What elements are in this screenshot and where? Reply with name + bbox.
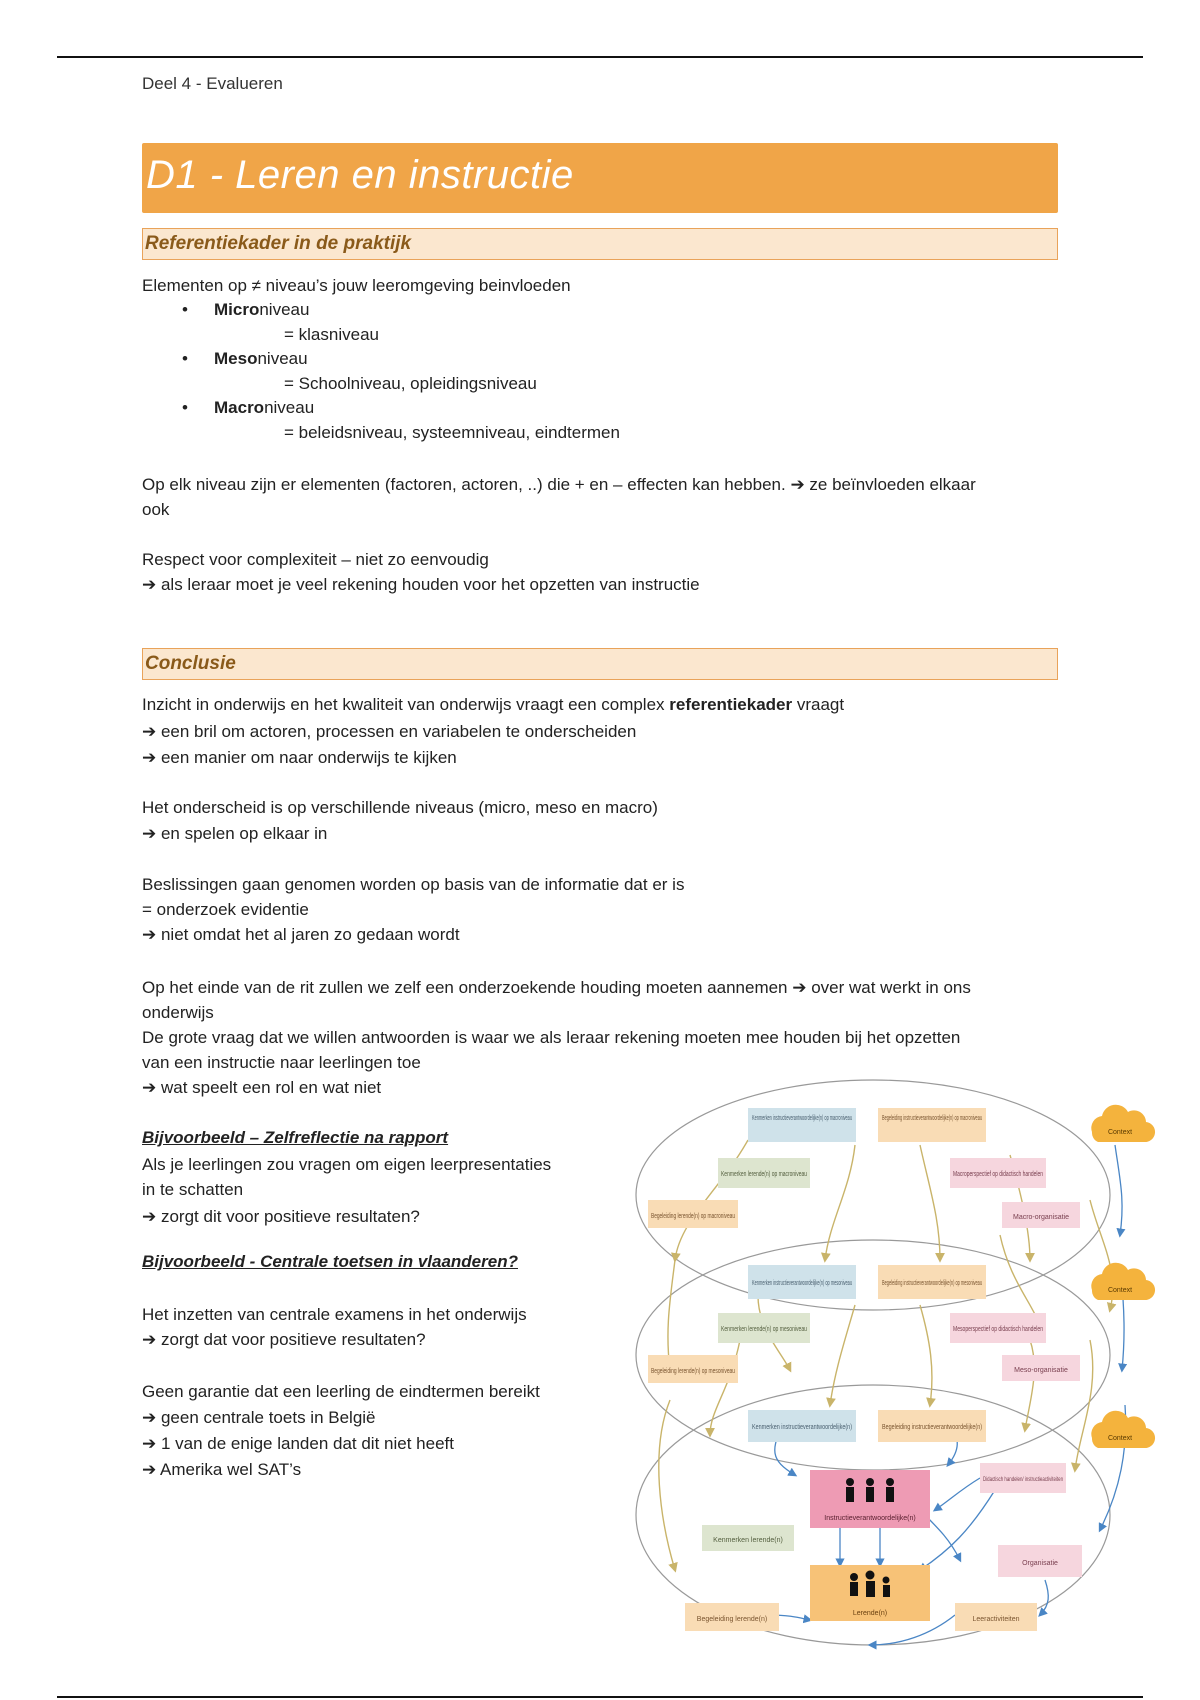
section-heading-conclusie [142,648,1058,680]
meso-organisatie-label: Meso-organisatie [1014,1367,1068,1374]
context-cloud [1091,1263,1155,1300]
connector-line [920,1490,995,1570]
macro-begeleiding-instr-label: Begeleiding instructieverantwoordelijke(n) op macroniveau [882,1115,983,1122]
example-paragraph [142,1152,551,1229]
micro-begeleiding-instr-label: Begeleiding instructieverantwoordelijke(n) [882,1424,982,1431]
conclusie-paragraph [142,872,684,947]
conclusie-paragraph [142,795,658,847]
page-header: Deel 4 - Evalueren [142,74,283,93]
context-cloud [1091,1411,1155,1448]
text-line: Het inzetten van centrale examens in het onderwijs [142,1305,527,1324]
text-line: in te schatten [142,1180,244,1199]
connector-line [1040,1580,1048,1615]
section1-paragraph [142,472,976,522]
macro-perspectief-label: Macroperspectief op didactisch handelen [953,1171,1044,1178]
macro-begeleiding-instr-box [878,1108,986,1142]
text-line: Op elk niveau zijn er elementen (factoren, actoren, ..) die + en – effecten kan hebben. ➔ ze beïnvloeden elkaar [142,475,976,494]
text-line: ➔ 1 van de enige landen dat dit niet heeft [142,1434,454,1453]
meso-kenmerken-instr-label: Kenmerken instructieverantwoordelijke(n) op mesoniveau [752,1280,853,1287]
text-line: ➔ zorgt dat voor positieve resultaten? [142,1330,426,1349]
level-description: = klasniveau [284,324,379,344]
example-heading: Bijvoorbeeld – Zelfreflectie na rapport [142,1128,449,1147]
text-line: Respect voor complexiteit – niet zo eenvoudig [142,550,489,569]
section-heading-text: Conclusie [145,653,236,674]
instruction-model-diagram [630,1070,1170,1670]
micro-begeleiding-lerende-label: Begeleiding lerende(n) [696,1616,768,1623]
example-paragraph [142,1302,527,1352]
text-line: Geen garantie dat een leerling de eindtermen bereikt [142,1382,540,1401]
text-line: ➔ zorgt dit voor positieve resultaten? [142,1207,420,1226]
section-heading-referentiekader [142,228,1058,260]
context-label: Context [1107,1435,1133,1442]
level-name-rest: niveau [259,300,310,319]
section1-paragraph [142,547,700,597]
text-run: Inzicht in onderwijs en het kwaliteit van onderwijs vraagt een complex [142,695,670,714]
level-name-rest: niveau [257,349,308,368]
text-line: onderwijs [142,1003,214,1022]
macro-kenmerken-instr-label: Kenmerken instructieverantwoordelijke(n) op macroniveau [752,1115,853,1122]
text-line: ook [142,500,170,519]
text-line: ➔ niet omdat het al jaren zo gedaan wordt [142,925,460,944]
bullet-icon: • [182,398,188,417]
text-line: = onderzoek evidentie [142,900,309,919]
text-line: Als je leerlingen zou vragen om eigen leerpresentaties [142,1155,552,1174]
micro-lerende-label: Lerende(n) [852,1610,888,1617]
meso-kenmerken-lerende-label: Kenmerken lerende(n) op mesoniveau [721,1326,808,1333]
context-cloud [1091,1105,1155,1142]
connector-line [935,1478,980,1510]
text-run: vraagt [792,695,845,714]
connector-line [668,1260,675,1370]
text-line: ➔ een manier om naar onderwijs te kijken [142,748,457,767]
text-line: ➔ geen centrale toets in België [142,1408,376,1427]
meso-begeleiding-instr-label: Begeleiding instructieverantwoordelijke(n) op mesoniveau [882,1280,983,1287]
bullet-icon: • [182,300,188,319]
example-paragraph [142,1379,540,1483]
text-line: Beslissingen gaan genomen worden op basis van de informatie dat er is [142,875,685,894]
bullet-icon: • [182,349,188,368]
micro-didactisch-label: Didactisch handelen/ instructieactiviteiten [983,1476,1064,1483]
section-heading-text: Referentiekader in de praktijk [145,233,412,254]
micro-instructieverantwoordelijke-label: Instructieverantwoordelijke(n) [824,1515,916,1522]
micro-kenmerken-instr-label: Kenmerken instructieverantwoordelijke(n) [752,1424,852,1431]
page-title: D1 - Leren en instructie [146,153,574,197]
macro-kenmerken-lerende-label: Kenmerken lerende(n) op macroniveau [721,1171,808,1178]
text-line: ➔ Amerika wel SAT’s [142,1460,302,1479]
level-name-rest: niveau [264,398,315,417]
text-line: ➔ een bril om actoren, processen en variabelen te onderscheiden [142,721,637,741]
level-name-bold: Meso [214,349,258,368]
example-heading: Bijvoorbeeld - Centrale toetsen in vlaanderen? [142,1252,518,1271]
level-name-bold: Micro [214,300,260,319]
text-line: Op het einde van de rit zullen we zelf een onderzoekende houding moeten aannemen ➔ over wat werkt in ons [142,978,971,997]
conclusie-paragraph [142,692,844,772]
connector-line [659,1400,675,1570]
connector-line [710,1340,740,1435]
micro-organisatie-label: Organisatie [1022,1560,1058,1567]
macro-level-ellipse [636,1080,1110,1310]
macro-begeleiding-lerende-label: Begeleiding lerende(n) op macroniveau [651,1213,736,1220]
text-run-bold: referentiekader [669,695,793,714]
bottom-rule [57,1696,1143,1698]
text-line: Het onderscheid is op verschillende niveaus (micro, meso en macro) [142,798,658,817]
text-line: ➔ wat speelt een rol en wat niet [142,1078,382,1097]
people-icon [846,1478,894,1502]
micro-leeractiviteiten-label: Leeractiviteiten [972,1616,1020,1623]
macro-kenmerken-instr-box [748,1108,856,1142]
micro-kenmerken-lerende-label: Kenmerken lerende(n) [713,1537,783,1544]
top-rule [57,56,1143,58]
level-name-bold: Macro [214,398,265,417]
level-description: = beleidsniveau, systeemniveau, eindtermen [284,422,620,442]
connector-line [920,1305,932,1405]
text-line: ➔ en spelen op elkaar in [142,824,328,843]
connector-line [825,1145,855,1260]
meso-begeleiding-lerende-label: Begeleiding lerende(n) op mesoniveau [651,1368,736,1375]
text-line [142,692,844,719]
text-line: ➔ als leraar moet je veel rekening houden voor het opzetten van instructie [142,575,700,594]
text-line: De grote vraag dat we willen antwoorden is waar we als leraar rekening moeten mee houden bij het opzetten [142,1028,961,1047]
macro-organisatie-label: Macro-organisatie [1012,1214,1070,1221]
section1-intro: Elementen op ≠ niveau’s jouw leeromgeving beinvloeden [142,276,571,295]
title-banner [142,143,1058,213]
meso-perspectief-label: Mesoperspectief op didactisch handelen [953,1326,1044,1333]
text-line: van een instructie naar leerlingen toe [142,1053,421,1072]
context-label: Context [1107,1287,1133,1294]
connector-line [830,1305,855,1405]
context-label: Context [1107,1129,1133,1136]
level-description: = Schoolniveau, opleidingsniveau [284,373,537,393]
connector-line [1115,1145,1122,1235]
